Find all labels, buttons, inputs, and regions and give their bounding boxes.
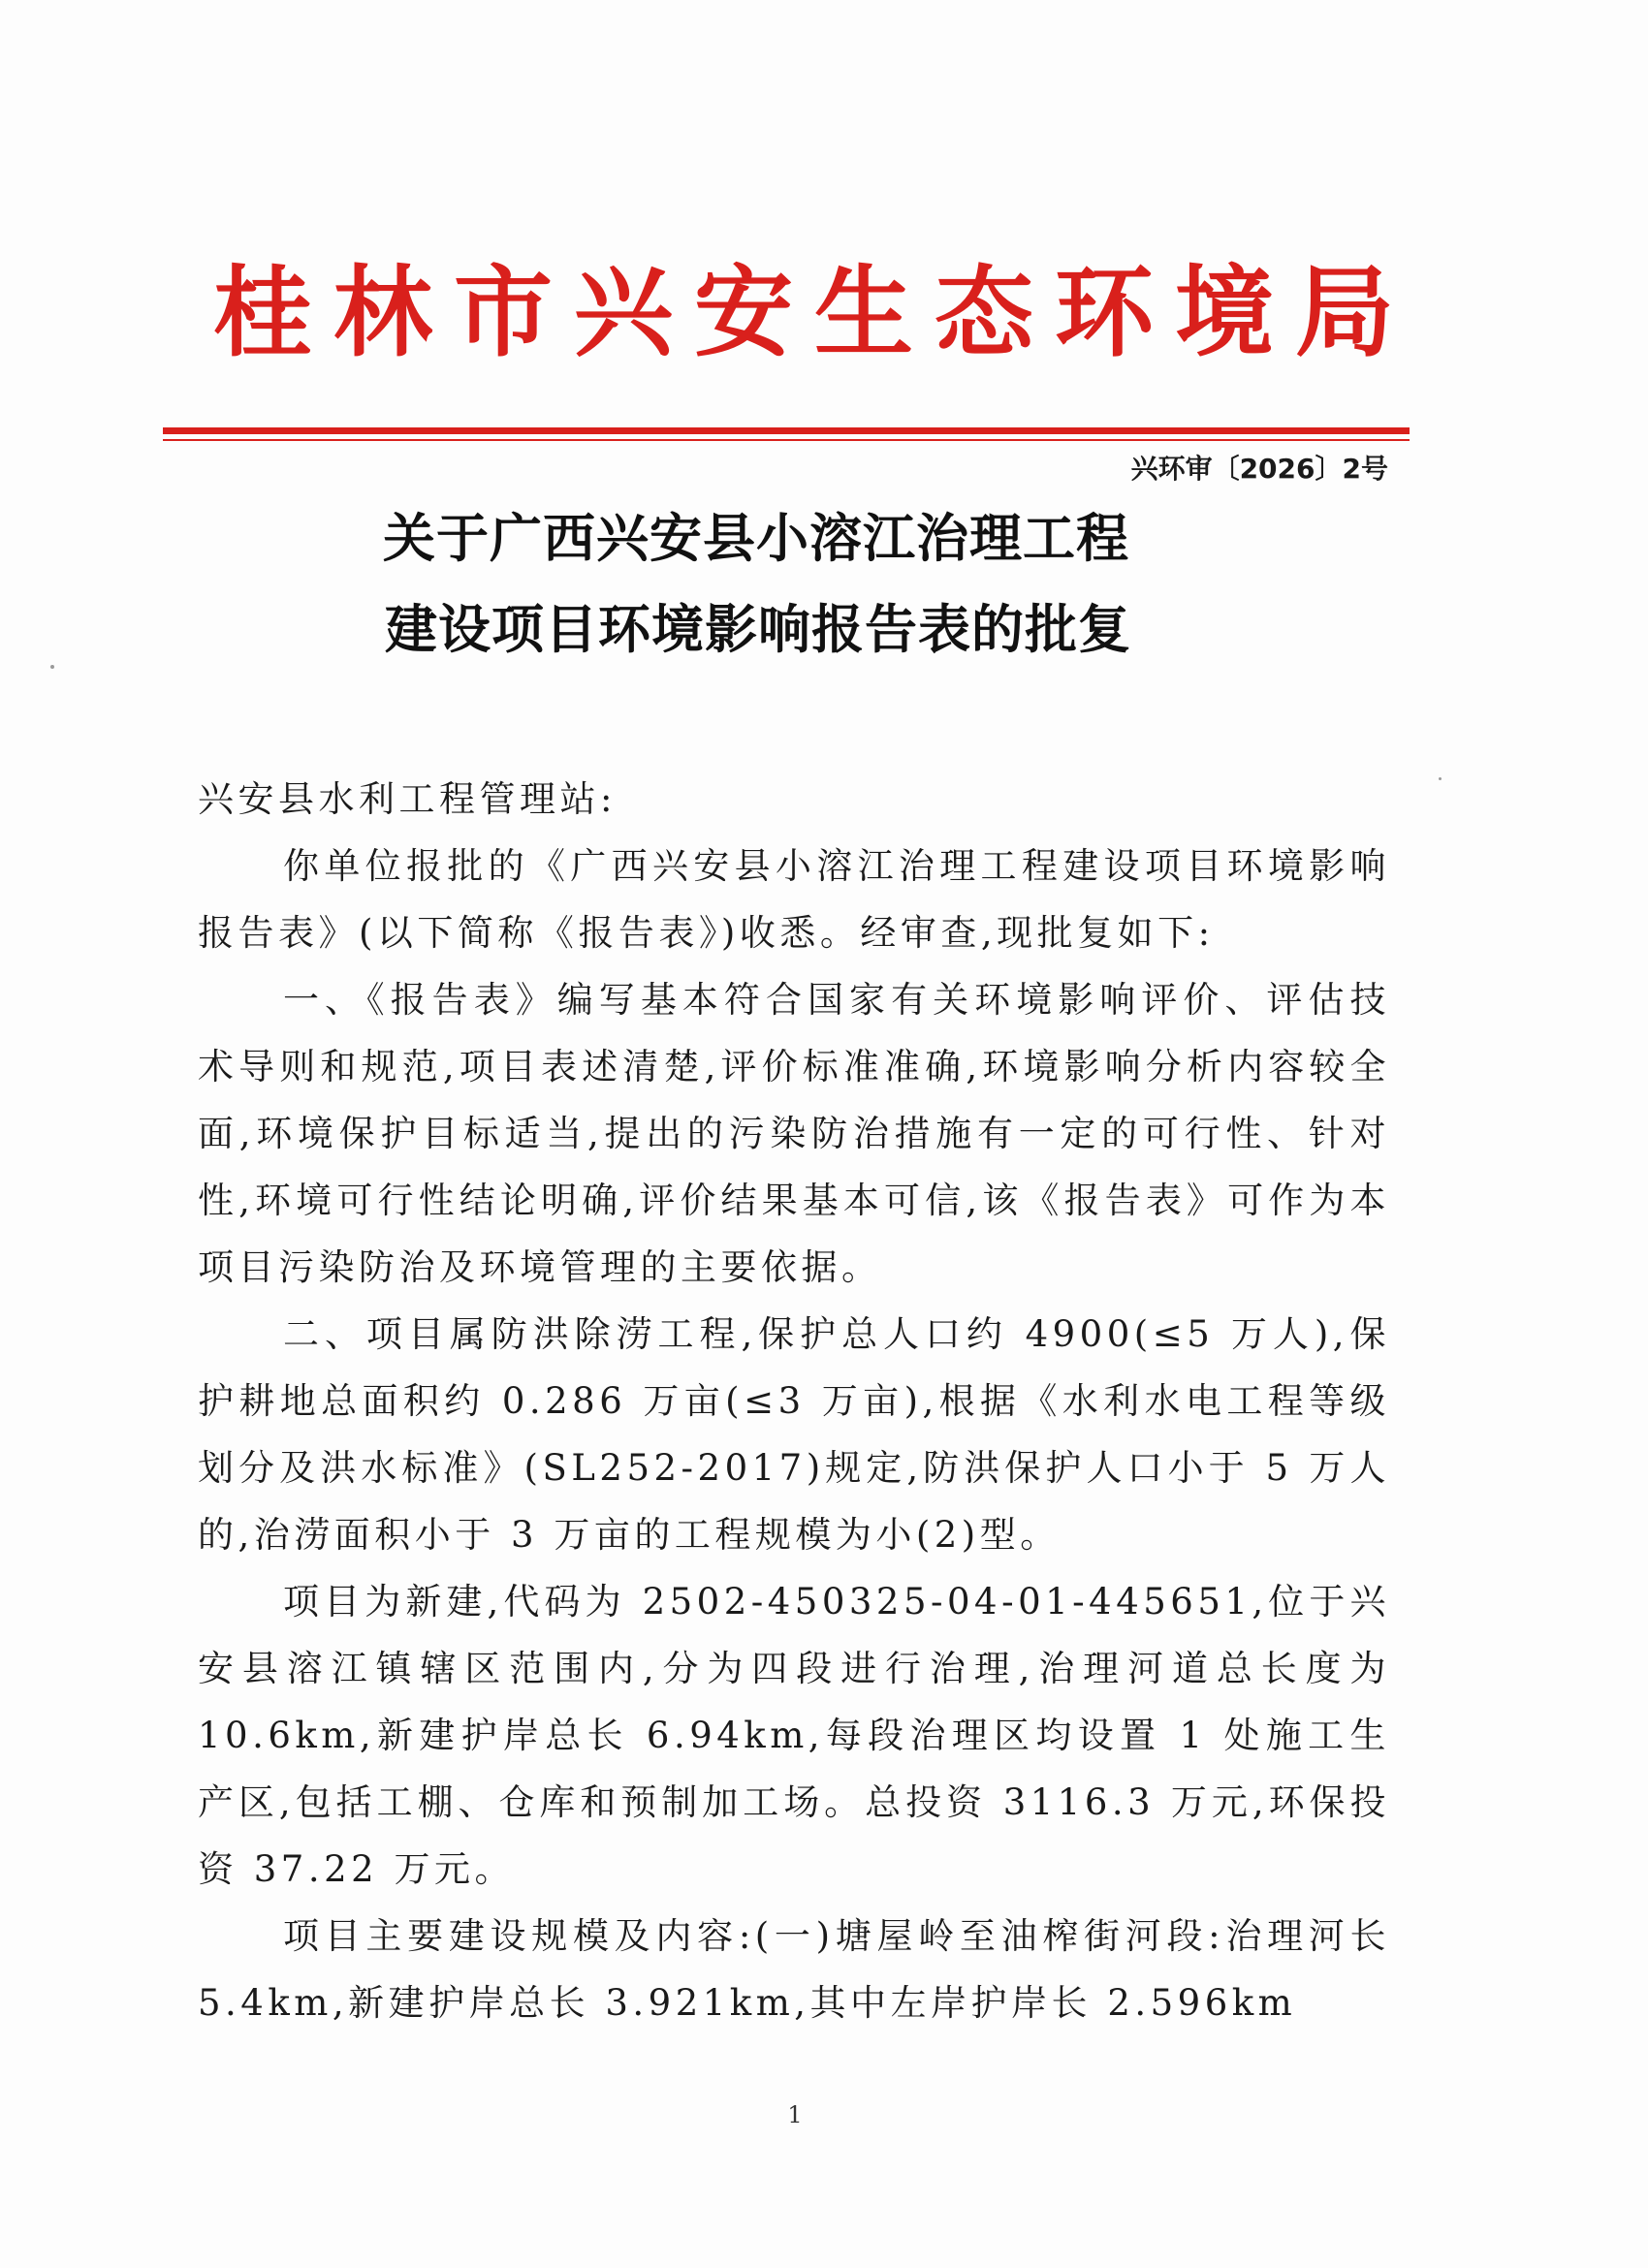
scan-speck <box>50 665 54 669</box>
body-paragraph: 项目为新建,代码为 2502-450325-04-01-445651,位于兴安县溶江镇辖区范围内,分为四段进行治理,治理河道总长度为 10.6km,新建护岸总长 6.94km,每段治理区均设置 1 处施工生产区,包括工棚、仓库和预制加工场。总投资 3116.3 万元,环保投资 37.22 万元。 <box>198 1581 1390 1890</box>
page-number: 1 <box>787 2101 803 2128</box>
red-divider-thick <box>163 427 1410 434</box>
body-paragraph: 你单位报批的《广西兴安县小溶江治理工程建设项目环境影响报告表》(以下简称《报告表》)收悉。经审查,现批复如下: <box>198 845 1390 954</box>
document-title-line-2: 建设项目环境影响报告表的批复 <box>385 598 1131 660</box>
document-body <box>198 766 1390 2036</box>
document-title-line-1: 关于广西兴安县小溶江治理工程 <box>383 507 1129 569</box>
body-paragraph: 二、项目属防洪除涝工程,保护总人口约 4900(≤5 万人),保护耕地总面积约 0.286 万亩(≤3 万亩),根据《水利水电工程等级划分及洪水标准》(SL252-2017)规定,防洪保护人口小于 5 万人的,治涝面积小于 3 万亩的工程规模为小(2)型。 <box>198 1313 1390 1556</box>
agency-masthead: 桂林市兴安生态环境局 <box>213 255 1415 371</box>
addressee: 兴安县水利工程管理站: <box>198 778 617 820</box>
document-number: 兴环审〔2026〕2号 <box>1130 453 1388 485</box>
scan-speck <box>1439 777 1442 780</box>
red-divider-thin <box>163 439 1410 441</box>
body-paragraph: 项目主要建设规模及内容:(一)塘屋岭至油榨街河段:治理河长 5.4km,新建护岸总长 3.921km,其中左岸护岸长 2.596km <box>198 1915 1390 2024</box>
body-paragraph: 一、《报告表》编写基本符合国家有关环境影响评价、评估技术导则和规范,项目表述清楚,评价标准准确,环境影响分析内容较全面,环境保护目标适当,提出的污染防治措施有一定的可行性、针对性,环境可行性结论明确,评价结果基本可信,该《报告表》可作为本项目污染防治及环境管理的主要依据。 <box>198 979 1390 1288</box>
